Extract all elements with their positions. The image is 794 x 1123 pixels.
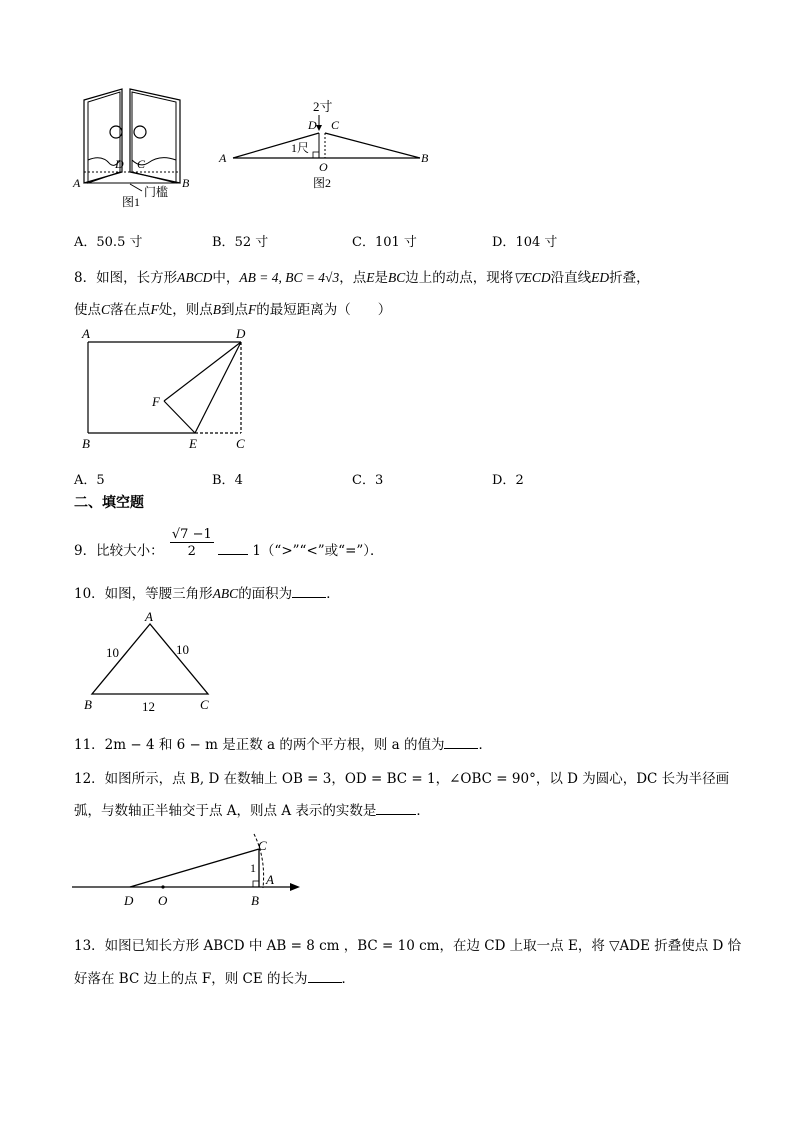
q9-prefix: 9．比较大小： xyxy=(74,543,164,559)
q8-option-b: B．4 xyxy=(212,473,243,488)
q10-fig-base-length: 12 xyxy=(142,699,155,714)
q10-question: 10．如图，等腰三角形ABC的面积为 ． xyxy=(74,586,340,602)
q10-fig-right-length: 10 xyxy=(176,642,189,657)
q8-fig-label-e: E xyxy=(189,436,197,451)
fig1-label-b: B xyxy=(182,176,190,190)
q7-option-b: B．52 寸 xyxy=(212,235,269,250)
q13-line-1: 13．如图已知长方形 ABCD 中 AB = 8 cm ，BC = 10 cm，在边 CD 上取一点 E，将 ▽ADE 折叠使点 D 恰 xyxy=(74,938,742,954)
q12-fig-label-one: 1 xyxy=(250,861,256,875)
fig2-top-label: 2寸 xyxy=(313,99,333,114)
section-heading-fill-in: 二、填空题 xyxy=(74,495,144,511)
fig2-label-o: O xyxy=(319,160,328,174)
q8-fig-label-a: A xyxy=(82,326,90,341)
q8-option-d: D．2 xyxy=(492,473,524,488)
q8-fig-label-c: C xyxy=(236,436,245,451)
q7-option-d: D．104 寸 xyxy=(492,235,558,250)
q9-fraction xyxy=(170,527,214,561)
q12-fig-label-c: C xyxy=(258,838,267,853)
q12-fig-label-d: D xyxy=(124,893,134,908)
fig1-label-d: D xyxy=(115,157,124,171)
q7-option-c: C．101 寸 xyxy=(352,235,417,250)
q13-answer-blank xyxy=(308,982,342,983)
figure-2-triangle xyxy=(215,95,435,195)
q9-numerator: √7 −1 xyxy=(171,527,212,542)
q11-answer-blank xyxy=(444,748,478,749)
q8-fig-label-f: F xyxy=(152,394,160,409)
q8-line-2: 使点C落在点F处，则点B到点F的最短距离为（ ） xyxy=(74,302,392,318)
q8-fig-label-d: D xyxy=(236,326,246,341)
q7-option-a: A．50.5 寸 xyxy=(74,235,143,250)
fig2-foot-label: 1尺 xyxy=(291,141,310,155)
q10-fig-left-length: 10 xyxy=(106,645,119,660)
fig2-caption: 图2 xyxy=(313,176,332,190)
q12-fig-label-b: B xyxy=(251,893,259,908)
q13-line-2: 好落在 BC 边上的点 F，则 CE 的长为 ． xyxy=(74,971,356,987)
q10-fig-label-a: A xyxy=(145,610,153,624)
fig2-label-b: B xyxy=(421,151,429,165)
fig1-caption: 图1 xyxy=(122,195,141,209)
q8-figure-rectangle xyxy=(78,326,258,454)
q12-answer-blank xyxy=(376,814,416,815)
q12-figure-number-line xyxy=(70,828,310,908)
q10-fig-label-b: B xyxy=(84,697,92,712)
figure-1-doors xyxy=(70,88,205,213)
fig2-label-c: C xyxy=(331,118,340,132)
q8-option-c: C．3 xyxy=(352,473,384,488)
q11-question: 11．2m − 4 和 6 − m 是正数 a 的两个平方根，则 a 的值为 ． xyxy=(74,737,492,753)
q10-answer-blank xyxy=(292,597,326,598)
fig1-label-a: A xyxy=(73,176,81,190)
q12-fig-label-a: A xyxy=(266,872,274,887)
q12-line-2: 弧，与数轴正半轴交于点 A，则点 A 表示的实数是 ． xyxy=(74,803,430,819)
q9-denominator: 2 xyxy=(187,544,196,559)
fig1-sill-label: 门槛 xyxy=(144,185,169,199)
q12-line-1: 12．如图所示，点 B, D 在数轴上 OB = 3，OD = BC = 1，∠OBC = 90°，以 D 为圆心，DC 长为半径画 xyxy=(74,771,730,787)
q9-answer-blank xyxy=(218,554,248,555)
q8-option-a: A．5 xyxy=(74,473,105,488)
q9-question xyxy=(74,527,384,571)
q10-figure-isosceles xyxy=(78,610,218,716)
q8-line-1: 8．如图，长方形ABCD中，AB = 4, BC = 4√3，点E是BC边上的动点，现将▽ECD沿直线ED折叠， xyxy=(74,270,650,286)
fig1-label-c: C xyxy=(137,157,146,171)
q10-fig-label-c: C xyxy=(200,697,209,712)
q9-suffix: 1（“>”“<”或“=”）． xyxy=(252,543,384,559)
fig2-label-d: D xyxy=(308,118,317,132)
fig2-label-a: A xyxy=(219,151,227,165)
q12-fig-label-o: O xyxy=(158,893,168,908)
q8-fig-label-b: B xyxy=(82,436,90,451)
